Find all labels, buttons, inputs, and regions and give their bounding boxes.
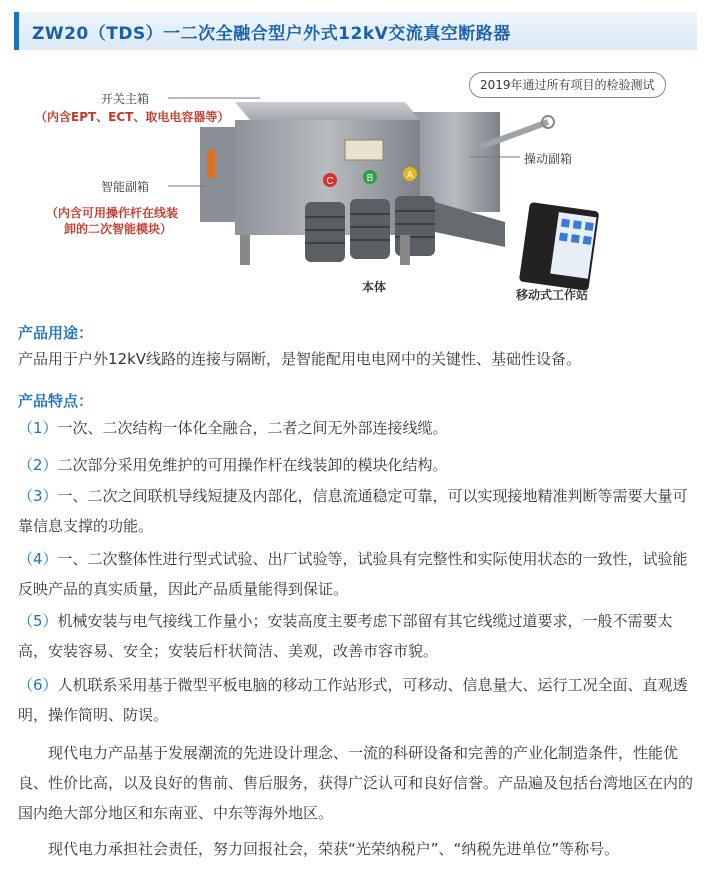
feature-item-2 [18, 450, 698, 480]
feature-num: （6） [18, 676, 58, 694]
label-smart-box-note-1: （内含可用操作杆在线装 [46, 206, 179, 220]
feature-item-5 [18, 606, 698, 666]
product-figure [0, 62, 713, 312]
feature-text: 二次部分采用免维护的可用操作杆在线装卸的模块化结构。 [57, 456, 448, 474]
phase-a-label: A [406, 170, 414, 181]
feature-num: （4） [18, 550, 58, 568]
label-actuator-box: 操动副箱 [524, 152, 573, 166]
feature-num: （2） [18, 456, 58, 474]
feature-text: 一次、二次结构一体化全融合，二者之间无外部连接线缆。 [57, 419, 448, 437]
label-main-box: 开关主箱 [101, 92, 150, 106]
label-body: 本体 [362, 280, 387, 294]
feature-item-4 [18, 544, 698, 604]
label-smart-box-note-2: 卸的二次智能模块） [64, 222, 173, 236]
title-bar [14, 12, 697, 50]
usage-heading: 产品用途： [18, 324, 94, 342]
usage-text: 产品用于户外12kV线路的连接与隔断，是智能配用电电网中的关键性、基础性设备。 [18, 350, 582, 368]
feature-item-6 [18, 670, 698, 730]
feature-item-3 [18, 481, 698, 541]
page-title: ZW20（TDS）一二次全融合型户外式12kV交流真空断路器 [32, 24, 511, 44]
company-paragraph-1: 现代电力产品基于发展潮流的先进设计理念、一流的科研设备和完善的产业化制造条件，性能优良、性价比高，以及良好的售前、售后服务，获得广泛认可和良好信誉。产品遍及包括台湾地区在内的国内绝大部分地区和东南亚、中东等海外地区。 [18, 744, 694, 822]
features-heading: 产品特点： [18, 392, 94, 410]
feature-item-1 [18, 413, 698, 443]
feature-text: 人机联系采用基于微型平板电脑的移动工作站形式，可移动、信息量大、运行工况全面、直观透明，操作简明、防误。 [18, 676, 688, 724]
feature-num: （3） [18, 487, 58, 505]
label-mobile-station: 移动式工作站 [516, 288, 589, 302]
company-paragraph-2: 现代电力承担社会责任，努力回报社会，荣获“光荣纳税户”、“纳税先进单位”等称号。 [48, 840, 620, 858]
label-smart-box: 智能副箱 [101, 180, 150, 194]
feature-num: （5） [18, 612, 58, 630]
feature-text: 一、二次整体性进行型式试验、出厂试验等，试验具有完整性和实际使用状态的一致性，试验能反映产品的真实质量，因此产品质量能得到保证。 [18, 550, 688, 598]
feature-text: 一、二次之间联机导线短捷及内部化，信息流通稳定可靠，可以实现接地精准判断等需要大量可靠信息支撑的功能。 [18, 487, 688, 535]
phase-c-label: C [326, 176, 334, 187]
test-badge: 2019年通过所有项目的检验测试 [469, 72, 666, 98]
feature-num: （1） [18, 419, 58, 437]
feature-text: 机械安装与电气接线工作量小；安装高度主要考虑下部留有其它线缆过道要求，一般不需要太高，安装容易、安全；安装后杆状简洁、美观，改善市容市貌。 [18, 612, 673, 660]
phase-b-label: B [366, 173, 374, 184]
tablet-shape [519, 202, 599, 291]
label-main-box-note: （内含EPT、ECT、取电电容器等） [35, 110, 230, 124]
